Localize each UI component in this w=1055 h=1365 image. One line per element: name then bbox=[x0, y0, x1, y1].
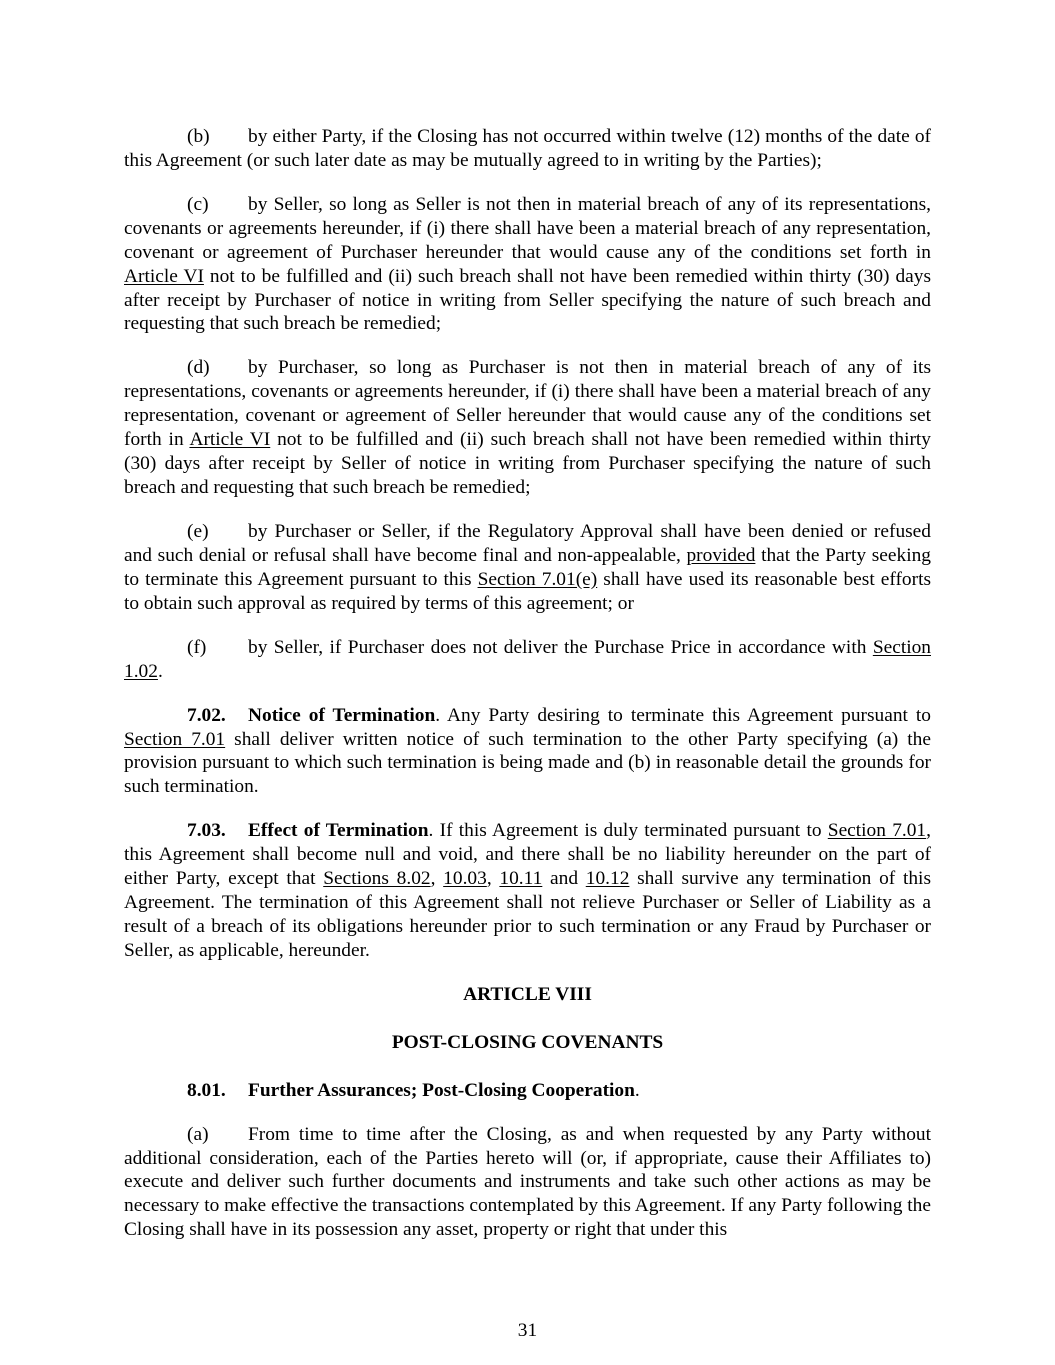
clause-text: by Purchaser, so long as Purchaser is not then in material breach of any of its representations, covenants or agreements hereunder, if (i) there shall have been a material breach of any representation, covenant or agreement of Seller hereunder that would cause any of the conditions set forth in bbox=[124, 357, 931, 451]
cross-reference: 10.12 bbox=[585, 868, 630, 890]
cross-reference: 10.11 bbox=[499, 868, 543, 890]
clause-8-01-a bbox=[124, 1123, 931, 1243]
clause-text: by Seller, if Purchaser does not deliver the Purchase Price in accordance with bbox=[248, 636, 873, 658]
article-heading: ARTICLE VIII bbox=[463, 983, 592, 1005]
page-number: 31 bbox=[517, 1320, 538, 1341]
cross-reference: Section 7.01(e) bbox=[477, 568, 598, 590]
cross-reference: Article VI bbox=[189, 429, 271, 451]
cross-reference: 10.03 bbox=[443, 868, 487, 890]
clause-text: . bbox=[157, 660, 163, 682]
section-text: . bbox=[634, 1079, 640, 1101]
clause-label: (b) bbox=[187, 126, 210, 147]
clause-f bbox=[124, 636, 931, 684]
section-title: Effect of Termination bbox=[248, 820, 429, 842]
section-text: . If this Agreement is duly terminated pursuant to bbox=[428, 820, 828, 842]
section-text: , this Agreement shall become null and void, and there shall be no liability hereunder on the part of either Party, except that bbox=[124, 820, 931, 890]
section-7-03 bbox=[124, 819, 931, 962]
clause-text: From time to time after the Closing, as and when requested by any Party without additional consideration, each of the Parties hereto will (or, if appropriate, cause their Affiliates to) execute and deliver such further documents and instruments and take such other actions as may be necessary to make effective the transactions contemplated by this Agreement. If any Party following the Closing shall have in its possession any asset, property or right that under this bbox=[124, 1123, 931, 1241]
section-title: Notice of Termination bbox=[248, 704, 436, 726]
cross-reference: Article VI bbox=[124, 265, 204, 287]
clause-label: (d) bbox=[187, 357, 210, 379]
clause-text: by either Party, if the Closing has not occurred within twelve (12) months of the date of this Agreement (or such later date as may be mutually agreed to in writing by the Parties); bbox=[124, 126, 931, 171]
section-text: shall survive any termination of this Agreement. The termination of this Agreement shall not relieve Purchaser or Seller of Liability as a result of a breach of its obligations hereunder prior to such termination or any Fraud by Purchaser or Seller, as applicable, hereunder. bbox=[124, 868, 931, 961]
clause-text: shall have used its reasonable best efforts to obtain such approval as required by terms of this agreement; or bbox=[124, 568, 932, 614]
clause-c bbox=[124, 193, 931, 336]
clause-label: (a) bbox=[187, 1123, 209, 1145]
clause-text: not to be fulfilled and (ii) such breach shall not have been remedied within thirty (30) days after receipt by Purchaser of notice in writing from Seller specifying the nature of such breach and requesting that such breach be remedied; bbox=[124, 265, 932, 335]
clause-label: (c) bbox=[187, 193, 209, 215]
section-text: shall deliver written notice of such termination to the other Party specifying (a) the provision pursuant to which such termination is being made and (b) in reasonable detail the grounds for such termination. bbox=[124, 728, 931, 798]
section-text: . Any Party desiring to terminate this Agreement pursuant to bbox=[435, 704, 931, 726]
clause-text: that the Party seeking to terminate this Agreement pursuant to this bbox=[124, 544, 931, 590]
separator: , bbox=[486, 868, 500, 890]
article-subheading: POST-CLOSING COVENANTS bbox=[391, 1031, 664, 1053]
cross-reference: Section 7.01 bbox=[827, 820, 927, 842]
section-number: 7.03. bbox=[187, 820, 226, 842]
defined-term: provided bbox=[686, 544, 756, 566]
clause-text: by Seller, so long as Seller is not then in material breach of any of its representations, covenants or agreements hereunder, if (i) there shall have been a material breach of any representation, covenant or agreement of Purchaser hereunder that would cause any of the conditions set forth in bbox=[124, 193, 931, 263]
clause-b bbox=[124, 125, 931, 173]
separator: , bbox=[430, 868, 444, 890]
document-page bbox=[124, 125, 931, 1262]
section-number: 8.01. bbox=[187, 1079, 226, 1101]
cross-reference: Section 7.01 bbox=[124, 728, 226, 750]
cross-reference: Section 1.02 bbox=[124, 636, 931, 682]
section-title: Further Assurances; Post-Closing Cooperation bbox=[248, 1079, 635, 1101]
clause-d bbox=[124, 356, 931, 499]
clause-e bbox=[124, 520, 931, 616]
section-7-02 bbox=[124, 704, 931, 800]
clause-text: not to be fulfilled and (ii) such breach shall not have been remedied within thirty (30) days after receipt by Seller of notice in writing from Purchaser specifying the nature of such breach and requesting that such breach be remedied; bbox=[124, 429, 932, 498]
section-8-01 bbox=[124, 1079, 931, 1103]
cross-reference: Sections 8.02 bbox=[323, 868, 431, 890]
clause-text: by Purchaser or Seller, if the Regulatory Approval shall have been denied or refused and such denial or refusal shall have become final and non-appealable, bbox=[124, 520, 931, 566]
section-number: 7.02. bbox=[187, 704, 226, 726]
clause-label: (f) bbox=[187, 636, 207, 658]
clause-label: (e) bbox=[187, 520, 209, 542]
separator: and bbox=[542, 868, 586, 890]
